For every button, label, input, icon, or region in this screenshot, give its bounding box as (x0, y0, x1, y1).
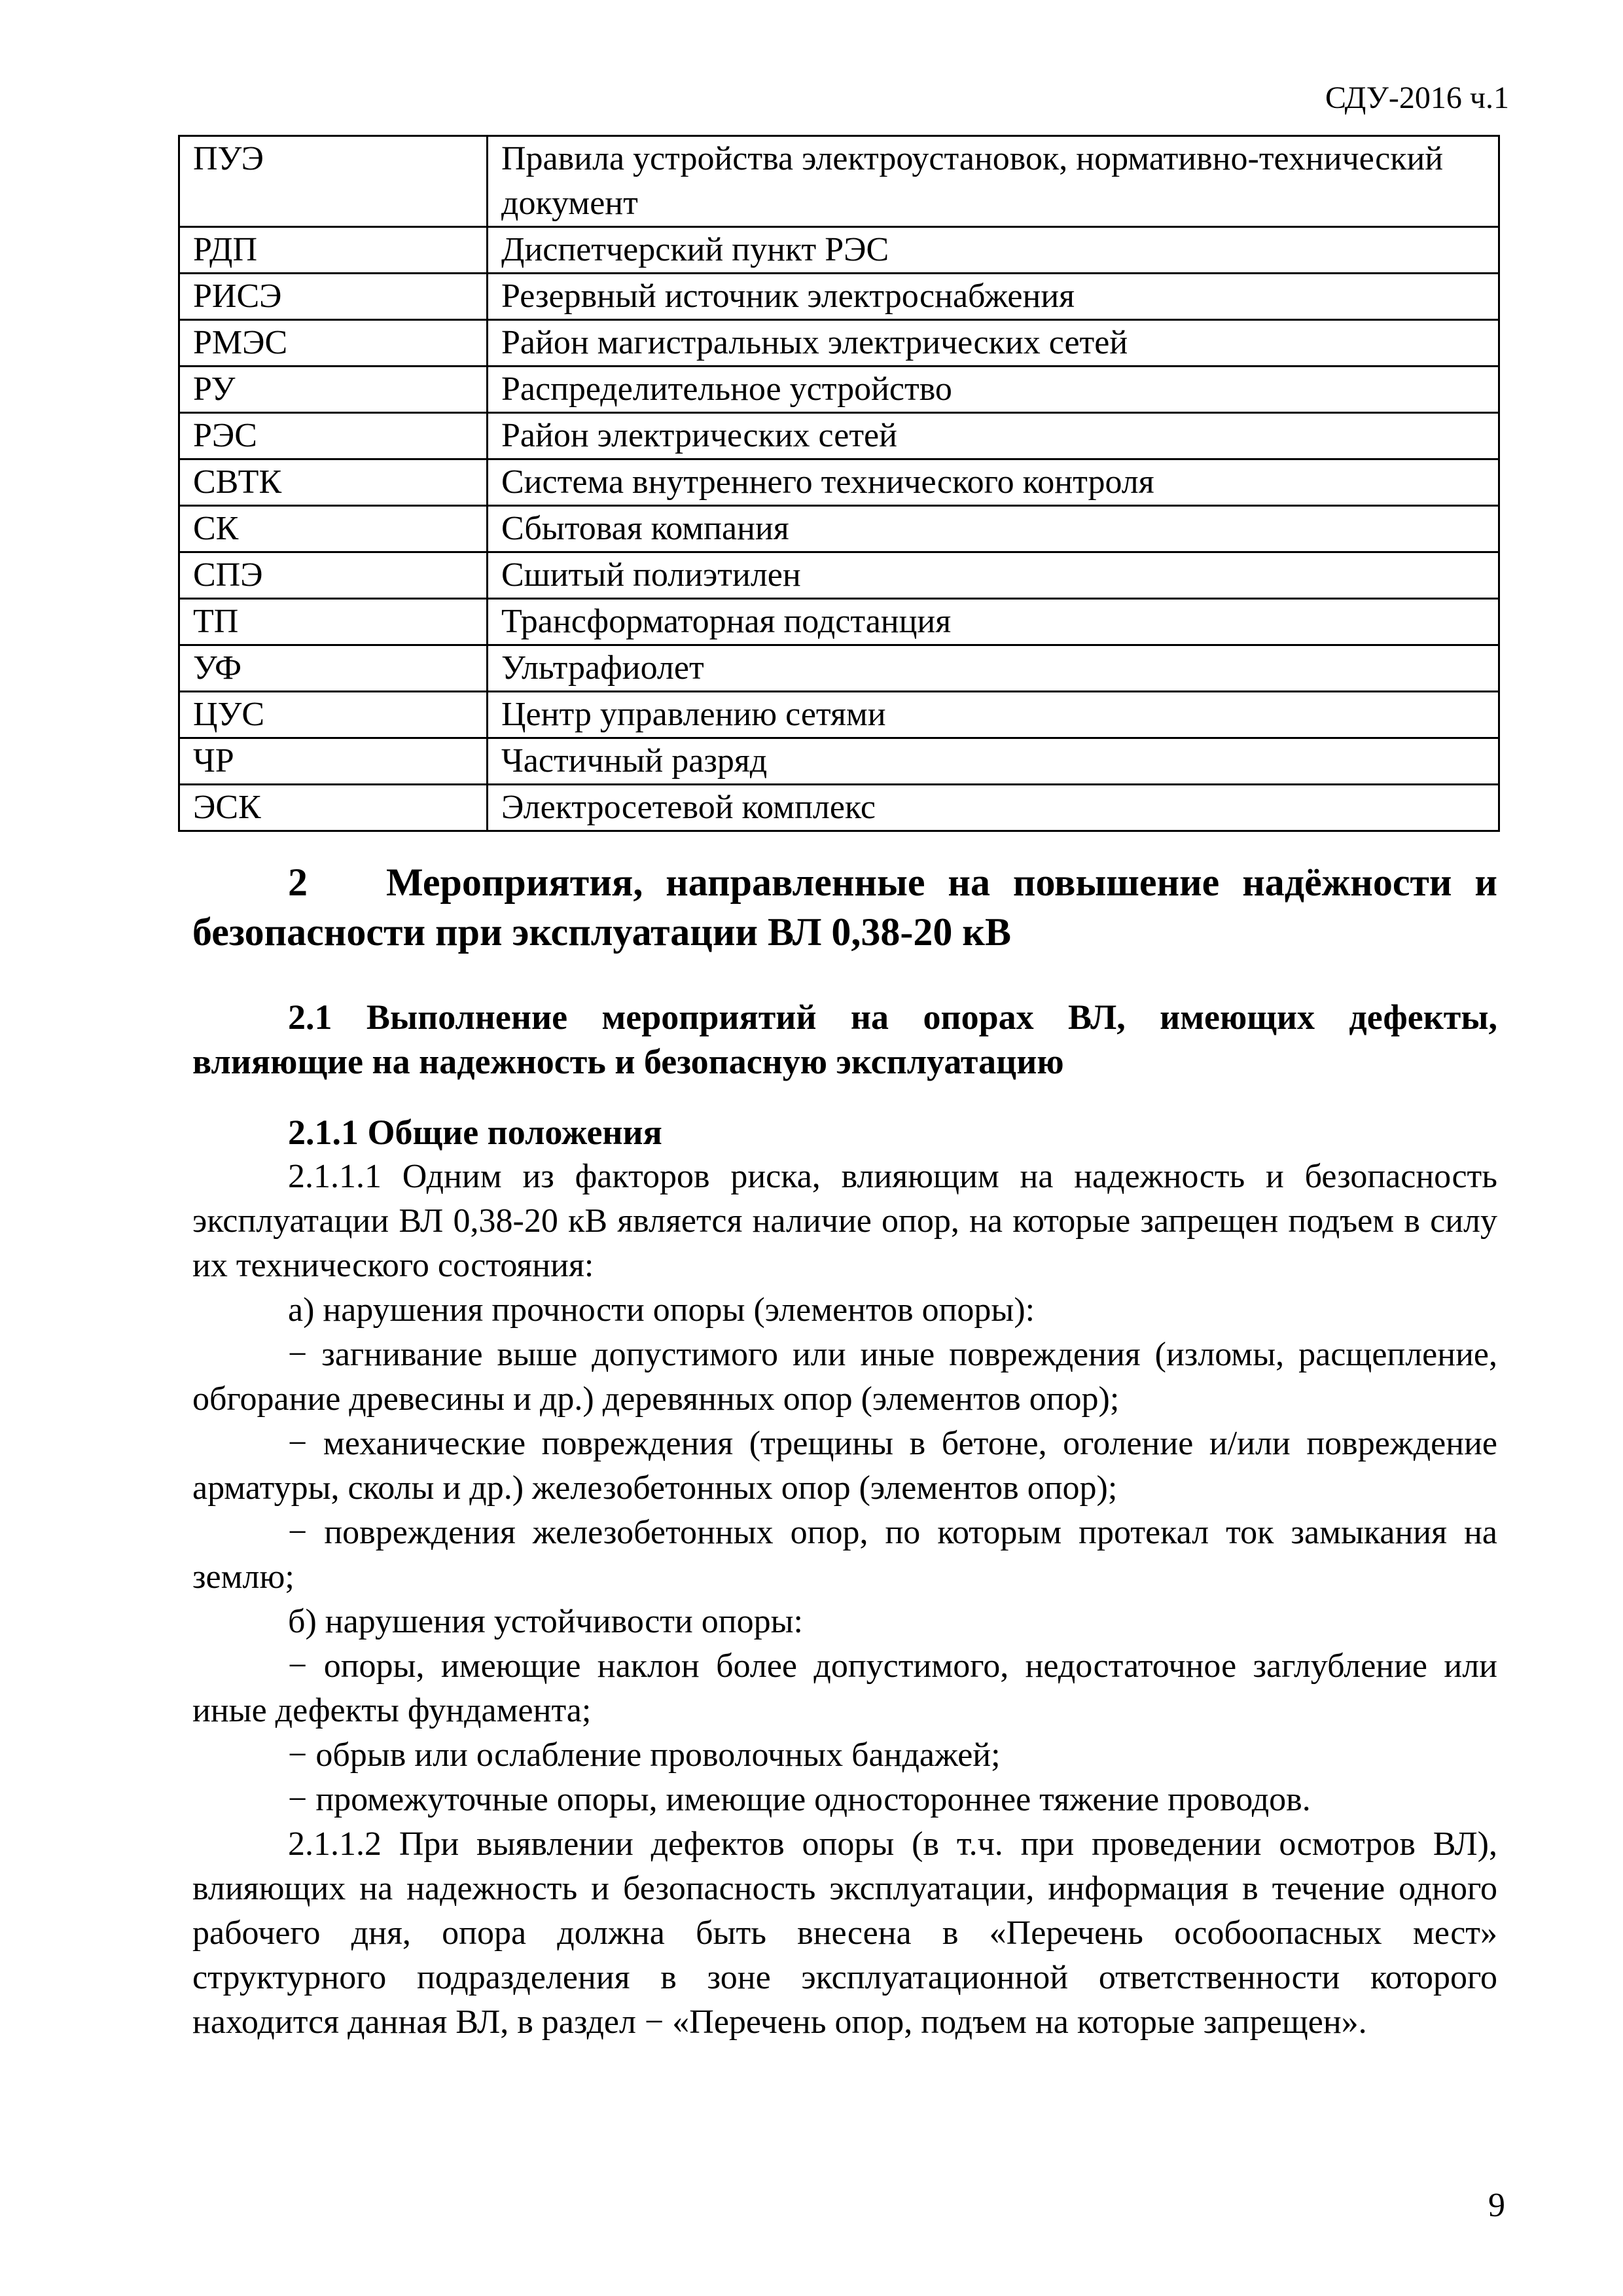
section-title: Мероприятия, направленные на повышение надёжности и безопасности при эксплуатации ВЛ 0,38-20 кВ (192, 861, 1497, 954)
abbreviation-cell: РУ (179, 367, 488, 413)
meaning-cell: Частичный разряд (488, 738, 1499, 785)
abbreviation-cell: УФ (179, 645, 488, 692)
meaning-cell: Район электрических сетей (488, 413, 1499, 459)
paragraph: 2.1.1.2 При выявлении дефектов опоры (в т.ч. при проведении осмотров ВЛ), влияющих на надежность и безопасность эксплуатации, информация в течение одного рабочего дня, опора должна быть внесена в «Перечень особоопасных мест» структурного подразделения в зоне эксплуатационной ответственности которого находится данная ВЛ, в раздел − «Перечень опор, подъем на которые запрещен». (192, 1825, 1497, 2041)
abbreviation-cell: РИСЭ (179, 274, 488, 320)
abbreviation-cell: ЧР (179, 738, 488, 785)
meaning-cell: Район магистральных электрических сетей (488, 320, 1499, 367)
paragraph: а) нарушения прочности опоры (элементов опоры): (288, 1291, 1035, 1329)
meaning-cell: Распределительное устройство (488, 367, 1499, 413)
table-row (179, 785, 1499, 831)
table-row (179, 459, 1499, 506)
main-content (192, 857, 1497, 2045)
meaning-cell: Система внутреннего технического контроля (488, 459, 1499, 506)
meaning-cell: Сшитый полиэтилен (488, 552, 1499, 599)
table-row (179, 645, 1499, 692)
list-item: − промежуточные опоры, имеющие одностороннее тяжение проводов. (288, 1781, 1311, 1818)
page-number: 9 (1488, 2187, 1505, 2224)
table-row (179, 506, 1499, 552)
list-item: − обрыв или ослабление проволочных бандажей; (288, 1736, 1001, 1774)
abbreviations-table (178, 135, 1500, 832)
list-item: − опоры, имеющие наклон более допустимого, недостаточное заглубление или иные дефекты фундамента; (192, 1647, 1497, 1729)
table-row (179, 320, 1499, 367)
table-row (179, 413, 1499, 459)
table-row (179, 552, 1499, 599)
abbreviation-cell: РЭС (179, 413, 488, 459)
meaning-cell: Трансформаторная подстанция (488, 599, 1499, 645)
abbreviation-cell: ТП (179, 599, 488, 645)
list-item: − загнивание выше допустимого или иные повреждения (изломы, расщепление, обгорание древесины и др.) деревянных опор (элементов опор); (192, 1336, 1497, 1418)
list-item: − повреждения железобетонных опор, по которым протекал ток замыкания на землю; (192, 1514, 1497, 1596)
subsection-heading: 2.1 Выполнение мероприятий на опорах ВЛ, имеющих дефекты, влияющие на надежность и безопасную эксплуатацию (192, 997, 1497, 1081)
abbreviation-cell: ПУЭ (179, 136, 488, 227)
abbreviation-cell: СПЭ (179, 552, 488, 599)
meaning-cell: Диспетчерский пункт РЭС (488, 227, 1499, 274)
document-code: СДУ-2016 ч.1 (1325, 81, 1509, 115)
abbreviation-cell: ЭСК (179, 785, 488, 831)
meaning-cell: Ультрафиолет (488, 645, 1499, 692)
abbreviation-cell: СК (179, 506, 488, 552)
paragraph: б) нарушения устойчивости опоры: (288, 1603, 803, 1640)
table-row (179, 738, 1499, 785)
meaning-cell: Сбытовая компания (488, 506, 1499, 552)
table-row (179, 227, 1499, 274)
table-row (179, 599, 1499, 645)
paragraph: 2.1.1.1 Одним из факторов риска, влияющим на надежность и безопасность эксплуатации ВЛ 0,38-20 кВ является наличие опор, на которые запрещен подъем в силу их технического состояния: (192, 1158, 1497, 1284)
abbreviation-cell: СВТК (179, 459, 488, 506)
meaning-cell: Электросетевой комплекс (488, 785, 1499, 831)
meaning-cell: Центр управлению сетями (488, 692, 1499, 738)
table-row (179, 692, 1499, 738)
meaning-cell: Правила устройства электроустановок, нормативно-технический документ (488, 136, 1499, 227)
list-item: − механические повреждения (трещины в бетоне, оголение и/или повреждение арматуры, сколы и др.) железобетонных опор (элементов опор); (192, 1425, 1497, 1507)
abbreviation-cell: РДП (179, 227, 488, 274)
table-row (179, 367, 1499, 413)
section-number: 2 (288, 861, 308, 904)
table-row (179, 274, 1499, 320)
table-row (179, 136, 1499, 227)
abbreviation-cell: РМЭС (179, 320, 488, 367)
meaning-cell: Резервный источник электроснабжения (488, 274, 1499, 320)
subsubsection-heading: 2.1.1 Общие положения (288, 1113, 662, 1152)
abbreviation-cell: ЦУС (179, 692, 488, 738)
section-heading (192, 857, 1497, 957)
